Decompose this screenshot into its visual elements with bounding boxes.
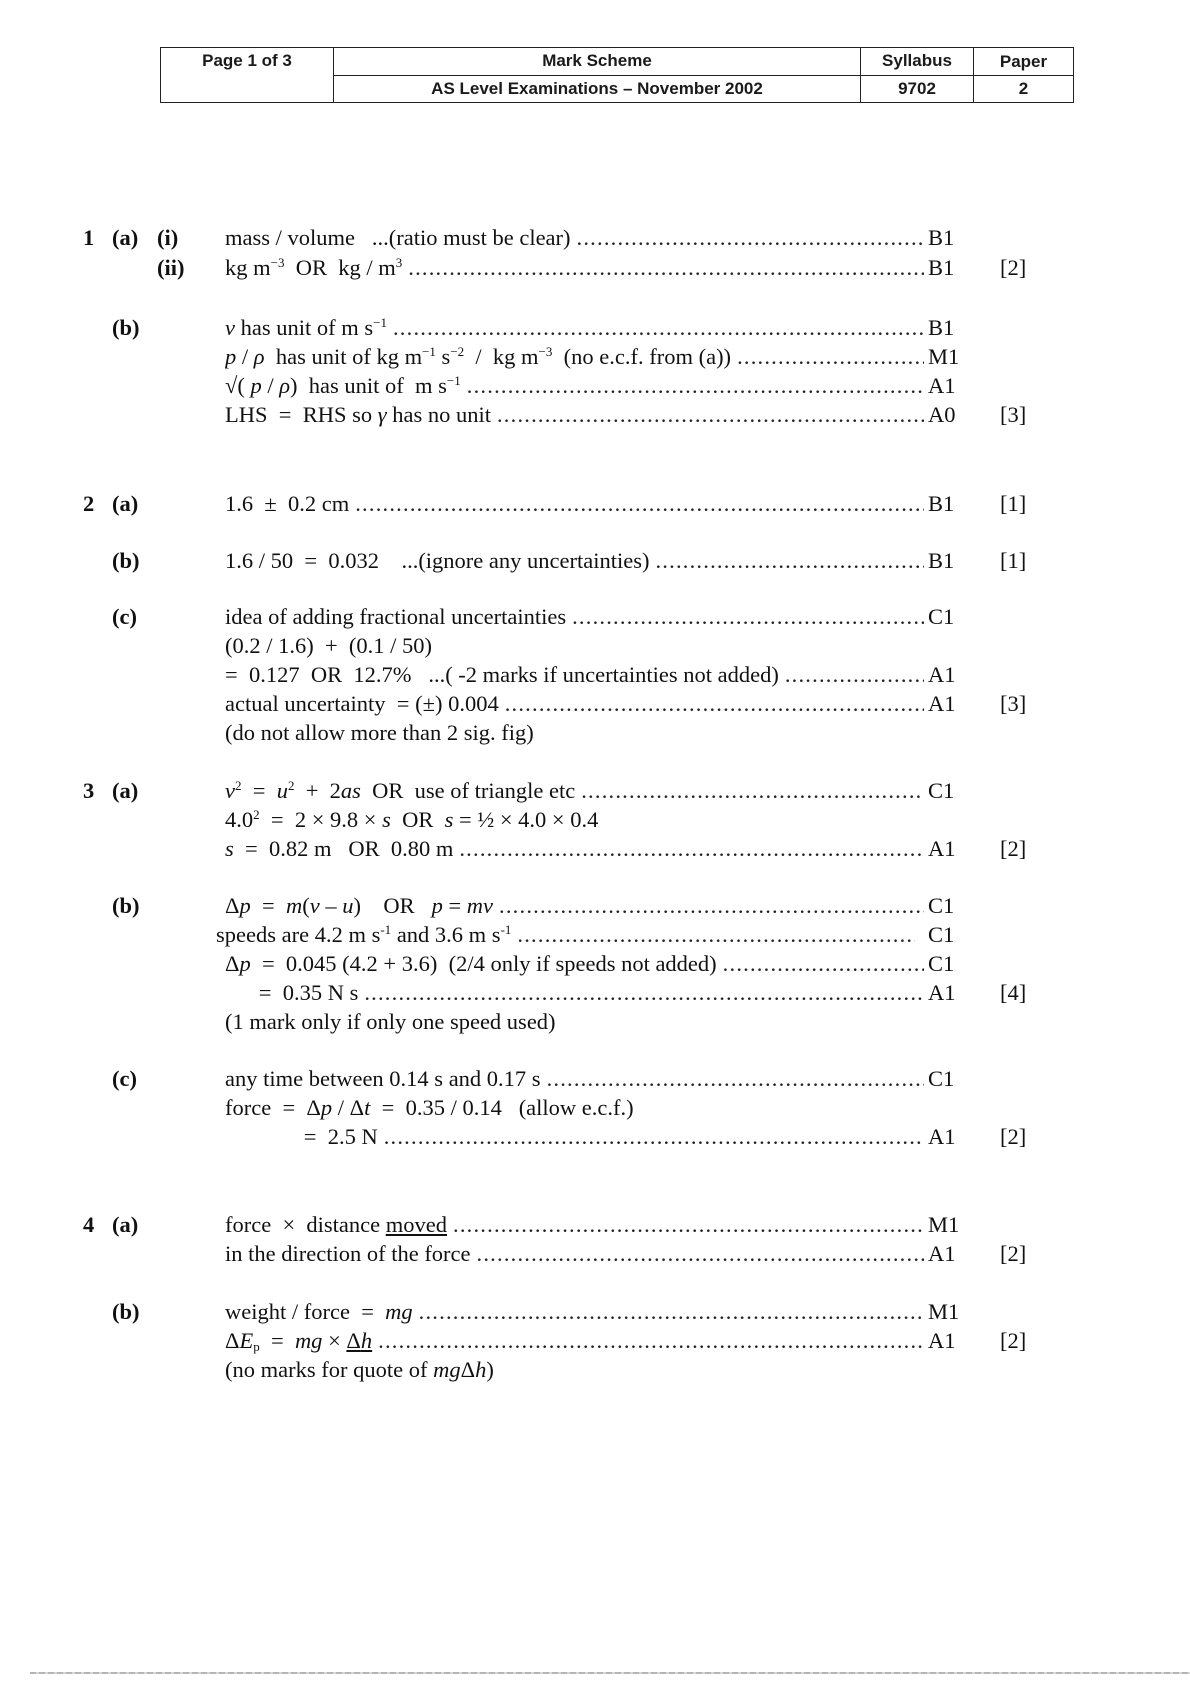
answer-text: [225, 546, 924, 576]
mark-line: [0, 1122, 1190, 1152]
mark-total: [1]: [1000, 548, 1027, 573]
mark-total: [1]: [1000, 491, 1027, 516]
answer-text: [225, 1007, 924, 1037]
answer-text: [225, 1093, 924, 1123]
leader-dots: [419, 1297, 924, 1327]
answer-text: [225, 371, 924, 401]
mark-line: [0, 631, 1190, 661]
leader-dots: [364, 978, 924, 1008]
answer-content: $4.0^2 = 2 \times 9.8 \times s$ OR s = ½ × 4.0 × 0.4: [225, 807, 599, 832]
answer-text: [225, 776, 924, 806]
answer-content: speeds are 4.2 m $s^{-1}$ and 3.6 m $s^{-1}$: [216, 922, 512, 947]
answer-content: Δp = 0.045 (4.2 + 3.6) (2/4 only if speeds not added): [225, 951, 717, 976]
mark-code: C1: [928, 951, 955, 976]
part-label: (a): [112, 1212, 139, 1237]
mark-line: [0, 223, 1190, 253]
paper-number: 2: [974, 75, 1074, 103]
leader-dots: [378, 1326, 924, 1356]
part-label: (c): [112, 1066, 137, 1091]
answer-text: [225, 689, 924, 719]
part-label: (a): [112, 778, 139, 803]
answer-text: [225, 834, 924, 864]
part-label: (a): [112, 225, 139, 250]
mark-line: [0, 1297, 1190, 1327]
answer-content: mass / volume ...(ratio must be clear): [225, 225, 571, 250]
answer-text: [225, 949, 924, 979]
mark-line: [0, 342, 1190, 372]
part-label: (b): [112, 548, 140, 573]
mark-line: [0, 371, 1190, 401]
mark-total: [3]: [1000, 691, 1027, 716]
answer-content: LHS = RHS so γ has no unit: [225, 402, 491, 427]
mark-line: [0, 978, 1190, 1008]
mark-line: [0, 1239, 1190, 1269]
page-number: Page 1 of 3: [161, 48, 334, 103]
leader-dots: [572, 602, 924, 632]
mark-line: [0, 1210, 1190, 1240]
mark-code: B1: [928, 548, 955, 573]
leader-dots: [517, 920, 915, 950]
mark-code: A1: [928, 1124, 956, 1149]
question-number: 3: [83, 778, 95, 803]
answer-text: [225, 718, 924, 748]
mark-line: [0, 805, 1190, 835]
answer-text: [225, 891, 924, 921]
mark-line: [0, 313, 1190, 343]
mark-code: A0: [928, 402, 956, 427]
mark-code: B1: [928, 225, 955, 250]
leader-dots: [655, 546, 924, 576]
mark-total: [4]: [1000, 980, 1027, 1005]
leader-dots: [497, 400, 924, 430]
answer-text: [225, 1297, 924, 1327]
mark-line: [0, 920, 1190, 950]
mark-code: B1: [928, 315, 955, 340]
mark-line: [0, 602, 1190, 632]
answer-text: [225, 631, 924, 661]
answer-content: 1.6 ± 0.2 cm: [225, 491, 350, 516]
answer-text: [216, 920, 915, 950]
mark-line: [0, 489, 1190, 519]
answer-content: = 0.35 N s: [225, 980, 359, 1005]
mark-line: [0, 1007, 1190, 1037]
leader-dots: [577, 223, 924, 253]
mark-total: [3]: [1000, 402, 1027, 427]
leader-dots: [467, 371, 924, 401]
mark-code: A1: [928, 691, 956, 716]
leader-dots: [477, 1239, 924, 1269]
answer-content: idea of adding fractional uncertainties: [225, 604, 567, 629]
subpart-label: (i): [157, 225, 179, 250]
mark-code: M1: [928, 1212, 960, 1237]
leader-dots: [393, 313, 924, 343]
syllabus-label: Syllabus: [861, 48, 974, 76]
answer-content: 1.6 / 50 = 0.032 ...(ignore any uncertainties): [225, 548, 650, 573]
leader-dots: [453, 1210, 924, 1240]
leader-dots: [384, 1122, 924, 1152]
mark-line: [0, 834, 1190, 864]
answer-text: [225, 1239, 924, 1269]
answer-text: [225, 978, 924, 1008]
answer-text: [225, 602, 924, 632]
paper-label: Paper: [974, 48, 1074, 76]
question-number: 2: [83, 491, 95, 516]
answer-content: force × distance moved: [225, 1212, 447, 1237]
mark-line: [0, 949, 1190, 979]
answer-content: (do not allow more than 2 sig. fig): [225, 720, 534, 745]
mark-total: [2]: [1000, 1241, 1027, 1266]
mark-line: [0, 1355, 1190, 1385]
answer-content: force = Δp / Δt = 0.35 / 0.14 (allow e.c.f.): [225, 1095, 634, 1120]
part-label: (b): [112, 315, 140, 340]
answer-content: √( p / ρ) has unit of m $s^{-1}$: [225, 373, 461, 398]
mark-code: C1: [928, 893, 955, 918]
leader-dots: [785, 660, 924, 690]
answer-text: [225, 1122, 924, 1152]
header-table: [160, 47, 1074, 103]
mark-line: [0, 718, 1190, 748]
answer-text: [225, 400, 924, 430]
leader-dots: [547, 1064, 924, 1094]
answer-content: (no marks for quote of mgΔh): [225, 1357, 494, 1382]
leader-dots: [737, 342, 924, 372]
document-title: Mark Scheme: [334, 48, 861, 76]
answer-text: [225, 805, 924, 835]
mark-code: C1: [928, 922, 955, 947]
answer-content: (0.2 / 1.6) + (0.1 / 50): [225, 633, 433, 658]
leader-dots: [499, 891, 924, 921]
answer-text: [225, 313, 924, 343]
answer-content: in the direction of the force: [225, 1241, 471, 1266]
mark-code: M1: [928, 344, 960, 369]
mark-code: B1: [928, 255, 955, 280]
mark-code: C1: [928, 604, 955, 629]
part-label: (b): [112, 893, 140, 918]
answer-text: [225, 1355, 924, 1385]
mark-line: [0, 546, 1190, 576]
mark-code: B1: [928, 491, 955, 516]
question-number: 4: [83, 1212, 95, 1237]
mark-code: C1: [928, 1066, 955, 1091]
answer-text: [225, 660, 924, 690]
mark-line: [0, 1064, 1190, 1094]
mark-line: [0, 253, 1190, 283]
mark-code: A1: [928, 1328, 956, 1353]
answer-content: $\Delta E_p$ = mg × Δh: [225, 1328, 373, 1354]
mark-code: A1: [928, 662, 956, 687]
syllabus-code: 9702: [861, 75, 974, 103]
mark-line: [0, 1093, 1190, 1123]
answer-content: v has unit of m $s^{-1}$: [225, 315, 387, 340]
part-label: (a): [112, 491, 139, 516]
mark-code: A1: [928, 980, 956, 1005]
subpart-label: (ii): [157, 255, 185, 280]
mark-code: C1: [928, 778, 955, 803]
bottom-rule: [30, 1672, 1190, 1674]
answer-content: = 0.127 OR 12.7% ...( -2 marks if uncertainties not added): [225, 662, 779, 687]
answer-content: $v^2 = u^2 + 2as$ OR use of triangle etc: [225, 778, 576, 803]
leader-dots: [723, 949, 924, 979]
mark-code: A1: [928, 373, 956, 398]
mark-total: [2]: [1000, 1328, 1027, 1353]
answer-content: = 2.5 N: [225, 1124, 378, 1149]
answer-text: [225, 1210, 924, 1240]
answer-content: any time between 0.14 s and 0.17 s: [225, 1066, 541, 1091]
mark-line: [0, 891, 1190, 921]
mark-line: [0, 776, 1190, 806]
question-number: 1: [83, 225, 95, 250]
answer-text: [225, 253, 924, 283]
answer-content: (1 mark only if only one speed used): [225, 1009, 556, 1034]
mark-line: [0, 1326, 1190, 1356]
mark-total: [2]: [1000, 1124, 1027, 1149]
answer-content: weight / force = mg: [225, 1299, 413, 1324]
answer-content: Δp = m(v – u) OR p = mv: [225, 893, 494, 918]
mark-code: A1: [928, 836, 956, 861]
exam-subtitle: AS Level Examinations – November 2002: [334, 75, 861, 103]
answer-text: [225, 1064, 924, 1094]
answer-text: [225, 1326, 924, 1356]
mark-code: A1: [928, 1241, 956, 1266]
mark-code: M1: [928, 1299, 960, 1324]
mark-line: [0, 400, 1190, 430]
answer-text: [225, 342, 924, 372]
leader-dots: [581, 776, 924, 806]
answer-content: actual uncertainty = (±) 0.004: [225, 691, 499, 716]
answer-text: [225, 489, 924, 519]
answer-content: s = 0.82 m OR 0.80 m: [225, 836, 454, 861]
mark-total: [2]: [1000, 255, 1027, 280]
leader-dots: [355, 489, 924, 519]
mark-line: [0, 660, 1190, 690]
part-label: (c): [112, 604, 137, 629]
answer-content: kg $m^{-3}$ OR kg / $m^3$: [225, 255, 403, 280]
leader-dots: [505, 689, 924, 719]
part-label: (b): [112, 1299, 140, 1324]
mark-line: [0, 689, 1190, 719]
answer-text: [225, 223, 924, 253]
leader-dots: [408, 253, 924, 283]
leader-dots: [459, 834, 924, 864]
mark-total: [2]: [1000, 836, 1027, 861]
answer-content: p / ρ has unit of kg $m^{-1}$ $s^{-2}$ / kg $m^{-3}$ (no e.c.f. from (a)): [225, 344, 732, 369]
